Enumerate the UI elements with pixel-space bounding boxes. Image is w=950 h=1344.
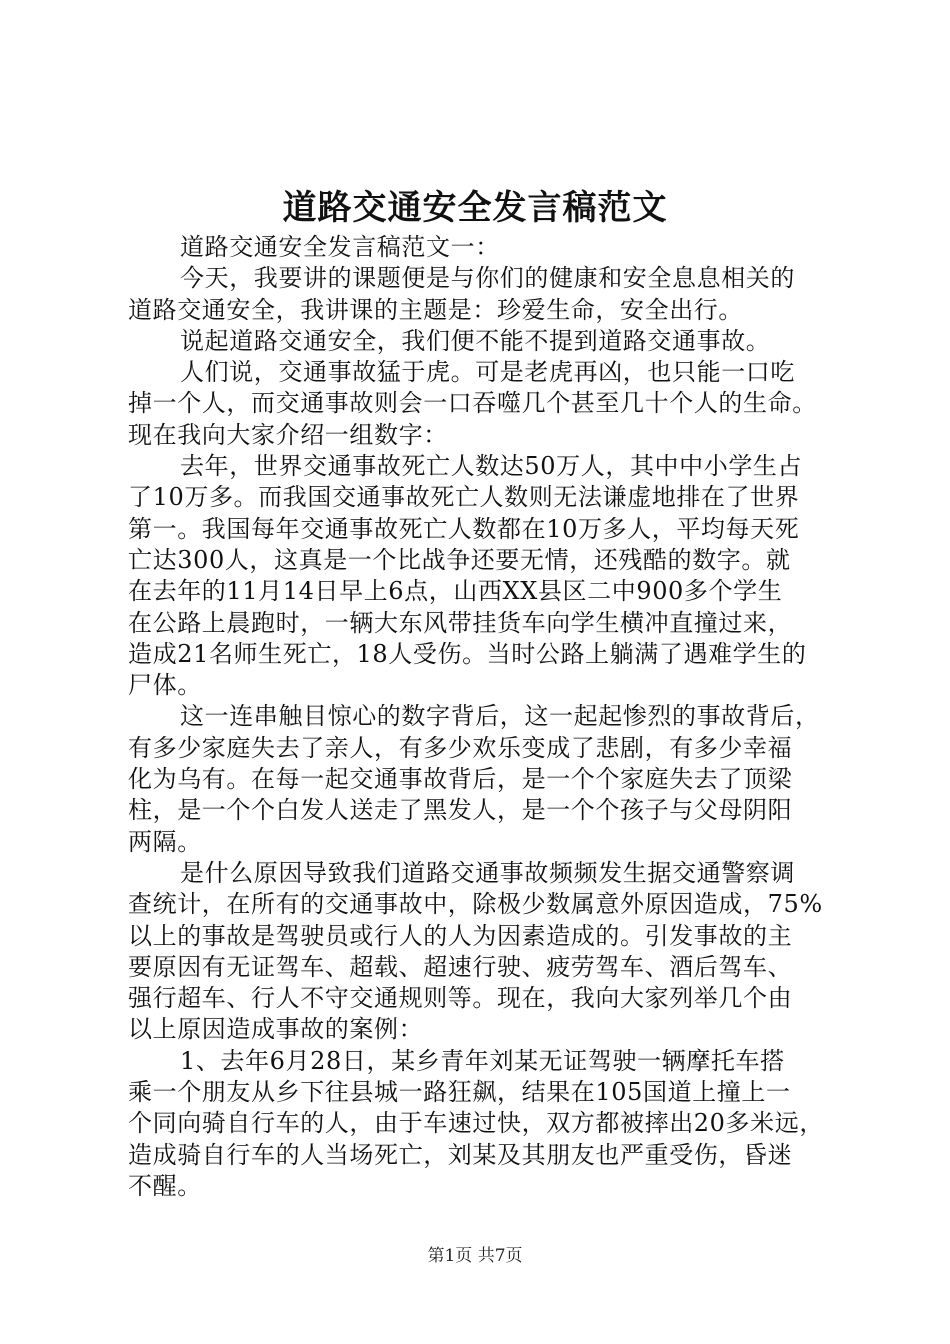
body-line: 造成骑自行车的人当场死亡，刘某及其朋友也严重受伤，昏迷 [128, 1140, 793, 1169]
body-line: 人们说，交通事故猛于虎。可是老虎再凶，也只能一口吃 [180, 358, 795, 387]
body-line: 这一连串触目惊心的数字背后，这一起起惨烈的事故背后， [180, 702, 820, 731]
body-line: 第一。我国每年交通事故死亡人数都在10万多人，平均每天死 [128, 514, 800, 543]
body-line: 说起道路交通安全，我们便不能不提到道路交通事故。 [180, 326, 771, 355]
body-line: 两隔。 [128, 827, 202, 856]
body-line: 了10万多。而我国交通事故死亡人数则无法谦虚地排在了世界 [128, 483, 800, 512]
body-line: 亡达300人，这真是一个比战争还要无情，还残酷的数字。就 [128, 545, 791, 574]
body-line: 化为乌有。在每一起交通事故背后，是一个个家庭失去了顶梁 [128, 765, 793, 794]
document-body [128, 232, 838, 1202]
body-line: 在公路上晨跑时，一辆大东风带挂货车向学生横冲直撞过来， [128, 608, 793, 637]
page-footer: 第1页 共7页 [427, 1246, 523, 1266]
body-line: 以上的事故是驾驶员或行人的人为因素造成的。引发事故的主 [128, 921, 793, 950]
body-line: 今天，我要讲的课题便是与你们的健康和安全息息相关的 [180, 264, 795, 293]
body-line: 是什么原因导致我们道路交通事故频频发生据交通警察调 [180, 858, 795, 887]
body-line: 个同向骑自行车的人，由于车速过快，双方都被摔出20多米远， [128, 1109, 824, 1138]
body-line: 不醒。 [128, 1171, 202, 1200]
body-line: 柱，是一个个白发人送走了黑发人，是一个个孩子与父母阴阳 [128, 796, 793, 825]
body-line: 尸体。 [128, 671, 202, 700]
body-line: 在去年的11月14日早上6点，山西XX县区二中900多个学生 [128, 577, 783, 606]
body-line: 有多少家庭失去了亲人，有多少欢乐变成了悲剧，有多少幸福 [128, 733, 793, 762]
body-line: 掉一个人，而交通事故则会一口吞噬几个甚至几十个人的生命。 [128, 389, 817, 418]
body-line: 道路交通安全，我讲课的主题是：珍爱生命，安全出行。 [128, 295, 743, 324]
body-line: 现在我向大家介绍一组数字： [128, 420, 448, 449]
body-line: 要原因有无证驾车、超载、超速行驶、疲劳驾车、酒后驾车、 [128, 952, 793, 981]
body-line: 查统计，在所有的交通事故中，除极少数属意外原因造成，75% [128, 890, 823, 919]
body-line: 道路交通安全发言稿范文一： [180, 233, 500, 261]
body-line: 1、去年6月28日，某乡青年刘某无证驾驶一辆摩托车搭 [180, 1046, 785, 1075]
body-line: 以上原因造成事故的案例： [128, 1015, 424, 1044]
body-line: 去年，世界交通事故死亡人数达50万人，其中中小学生占 [180, 452, 803, 481]
document-title: 道路交通安全发言稿范文 [282, 188, 668, 228]
body-line: 乘一个朋友从乡下往县城一路狂飙，结果在105国道上撞上一 [128, 1078, 791, 1107]
body-line: 强行超车、行人不守交通规则等。现在，我向大家列举几个由 [128, 984, 793, 1013]
body-line: 造成21名师生死亡，18人受伤。当时公路上躺满了遇难学生的 [128, 639, 807, 668]
